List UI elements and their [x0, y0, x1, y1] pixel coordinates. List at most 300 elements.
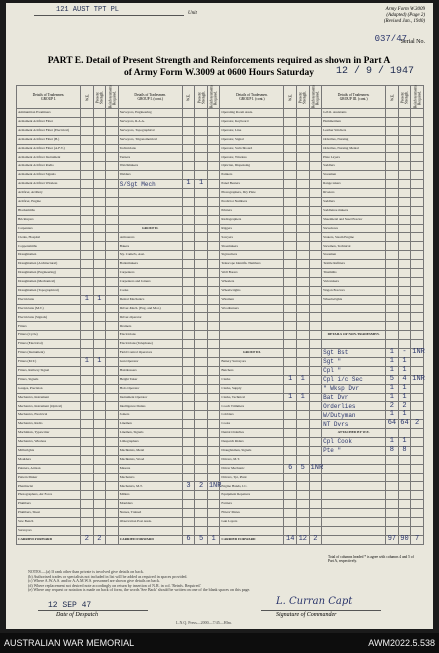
- total-c3-ps: 12: [296, 535, 309, 544]
- reinf-cell: [207, 224, 220, 233]
- reinf-cell: [309, 393, 322, 402]
- reinf-cell: [106, 429, 119, 438]
- reinf-cell: [106, 126, 119, 135]
- we-cell: [81, 277, 94, 286]
- reinf-cell: [207, 180, 220, 189]
- present-cell: [195, 393, 208, 402]
- reinf-cell: [309, 153, 322, 162]
- reinf-cell: [106, 464, 119, 473]
- we-cell: 3: [182, 482, 195, 491]
- reinf-cell: [411, 180, 424, 189]
- trade-label: Optician, Dispensing: [220, 162, 284, 171]
- we-cell: [182, 393, 195, 402]
- we-cell: [81, 517, 94, 526]
- total-c3-we: 14: [284, 535, 297, 544]
- we-cell: [386, 491, 399, 500]
- table-row: [17, 349, 424, 358]
- table-header-row: [17, 86, 424, 109]
- reinf-cell: [106, 180, 119, 189]
- trade-label: Sheetmetal and Steel Erector: [322, 215, 386, 224]
- we-cell: 8: [386, 446, 399, 455]
- trade-label: Storemen: [322, 251, 386, 260]
- total-c3-rr: 2: [309, 535, 322, 544]
- reinf-cell: [309, 420, 322, 429]
- we-cell: [386, 135, 399, 144]
- trade-label: Operator, Signal: [220, 135, 284, 144]
- present-cell: [296, 215, 309, 224]
- trade-label: Operator, Keyboard: [220, 117, 284, 126]
- trade-label: Wheelers: [220, 277, 284, 286]
- present-cell: 1: [296, 375, 309, 384]
- trade-label: Textile Refitters: [322, 260, 386, 269]
- we-cell: [284, 322, 297, 331]
- present-cell: [398, 277, 411, 286]
- reinf-cell: [207, 269, 220, 278]
- trade-label: Armament Artificer Wireless: [17, 180, 81, 189]
- trade-label: Boilermakers: [118, 260, 182, 269]
- present-cell: [296, 233, 309, 242]
- we-cell: [81, 322, 94, 331]
- we-cell: [182, 144, 195, 153]
- we-cell: [182, 242, 195, 251]
- we-cell: [386, 251, 399, 260]
- we-cell: [81, 117, 94, 126]
- trade-label: Intelligence Duties: [118, 402, 182, 411]
- we-cell: [386, 224, 399, 233]
- trade-label: Predictor Numbers: [220, 197, 284, 206]
- present-cell: [195, 491, 208, 500]
- present-cell: [93, 224, 106, 233]
- trade-label: Pharmacist: [17, 482, 81, 491]
- reinf-cell: [411, 224, 424, 233]
- table-row: [17, 144, 424, 153]
- we-cell: [81, 260, 94, 269]
- reinf-cell: [309, 349, 322, 358]
- present-cell: [398, 304, 411, 313]
- present-cell: [398, 517, 411, 526]
- header-reinf: Reinforcements Required.: [309, 86, 322, 109]
- present-cell: [195, 402, 208, 411]
- present-cell: [93, 455, 106, 464]
- we-cell: [81, 126, 94, 135]
- we-cell: [284, 135, 297, 144]
- total-c2-we: 6: [182, 535, 195, 544]
- we-cell: [182, 251, 195, 260]
- present-cell: [296, 189, 309, 198]
- trade-label: Linemen, Signals: [118, 429, 182, 438]
- present-cell: [93, 189, 106, 198]
- present-cell: [93, 500, 106, 509]
- present-cell: [195, 206, 208, 215]
- trade-label: Artificer, Engine: [17, 197, 81, 206]
- trade-label: Electricians: [118, 331, 182, 340]
- present-cell: [195, 135, 208, 144]
- trade-label: [322, 304, 386, 313]
- we-cell: [81, 375, 94, 384]
- we-cell: [386, 473, 399, 482]
- reinf-cell: [309, 455, 322, 464]
- present-cell: [296, 144, 309, 153]
- table-row: [17, 277, 424, 286]
- trade-label: Millers: [118, 491, 182, 500]
- we-cell: [284, 340, 297, 349]
- we-cell: [81, 144, 94, 153]
- present-cell: [296, 509, 309, 518]
- trade-label: Clerks, Supply: [220, 384, 284, 393]
- present-cell: [93, 482, 106, 491]
- trade-label: Bat Dvr: [322, 393, 386, 402]
- present-cell: [296, 153, 309, 162]
- trade-label: Driver-Operator: [118, 313, 182, 322]
- we-cell: [284, 455, 297, 464]
- reinf-cell: [207, 295, 220, 304]
- present-cell: [93, 313, 106, 322]
- we-cell: [81, 162, 94, 171]
- trade-label: GROUP III.: [220, 349, 284, 358]
- we-cell: [81, 269, 94, 278]
- trade-label: [118, 215, 182, 224]
- we-cell: [182, 126, 195, 135]
- reinf-cell: [207, 215, 220, 224]
- we-cell: [182, 402, 195, 411]
- we-cell: [182, 491, 195, 500]
- header-we: W.E.: [284, 86, 297, 109]
- table-row: [17, 455, 424, 464]
- trade-label: Draughtsmen (Mechanical): [17, 277, 81, 286]
- reinf-cell: [411, 189, 424, 198]
- table-row: [17, 384, 424, 393]
- trade-label: Wheelwrights: [322, 295, 386, 304]
- present-cell: [93, 206, 106, 215]
- we-cell: [182, 349, 195, 358]
- reinf-cell: [106, 455, 119, 464]
- table-row: [17, 180, 424, 189]
- present-cell: [195, 242, 208, 251]
- trade-label: Mechanics, Radio: [17, 420, 81, 429]
- present-cell: [195, 197, 208, 206]
- we-cell: [284, 171, 297, 180]
- we-cell: [284, 162, 297, 171]
- present-cell: [398, 233, 411, 242]
- we-cell: [284, 117, 297, 126]
- trade-label: Surveyors, R.A.A.: [118, 117, 182, 126]
- present-cell: [93, 340, 106, 349]
- we-cell: [284, 251, 297, 260]
- trade-label: Orderlies, Nursing: [322, 135, 386, 144]
- trade-label: [322, 340, 386, 349]
- reinf-cell: [106, 384, 119, 393]
- table-row: [17, 135, 424, 144]
- we-cell: [81, 153, 94, 162]
- reinf-cell: [207, 313, 220, 322]
- trade-label: Driver-Mech. (Eng. and Mot.): [118, 304, 182, 313]
- we-cell: [81, 251, 94, 260]
- we-cell: [81, 197, 94, 206]
- we-cell: [182, 269, 195, 278]
- archive-id: AWM2022.5.538: [368, 638, 435, 648]
- present-cell: [296, 260, 309, 269]
- reinf-cell: [411, 393, 424, 402]
- reinf-cell: [411, 242, 424, 251]
- reinf-cell: [207, 242, 220, 251]
- trade-label: Saddletree makers: [322, 206, 386, 215]
- present-cell: [296, 420, 309, 429]
- we-cell: [386, 455, 399, 464]
- present-cell: [398, 260, 411, 269]
- we-cell: [182, 233, 195, 242]
- present-cell: [195, 420, 208, 429]
- reinf-cell: [207, 500, 220, 509]
- reinf-cell: [309, 384, 322, 393]
- we-cell: [284, 509, 297, 518]
- present-cell: [93, 109, 106, 118]
- present-cell: [398, 473, 411, 482]
- we-cell: [182, 331, 195, 340]
- trade-label: Lithographers: [118, 437, 182, 446]
- trade-label: Driver Mechanic: [220, 464, 284, 473]
- reinf-cell: [411, 509, 424, 518]
- reinf-cell: [309, 482, 322, 491]
- we-cell: [182, 420, 195, 429]
- trade-label: Riggers: [220, 224, 284, 233]
- trade-label: Masons: [118, 464, 182, 473]
- carried-forward-label: CARRIED FORWARD: [220, 535, 284, 544]
- we-cell: [182, 473, 195, 482]
- we-cell: [284, 402, 297, 411]
- we-cell: [284, 224, 297, 233]
- present-cell: 1: [398, 357, 411, 366]
- trade-label: Operator, Wireless: [220, 153, 284, 162]
- trade-label: [322, 322, 386, 331]
- reinf-cell: [207, 526, 220, 535]
- reinf-cell: [309, 189, 322, 198]
- table-row: [17, 473, 424, 482]
- trade-label: Tinsmiths: [322, 269, 386, 278]
- present-cell: [296, 366, 309, 375]
- reinf-cell: [106, 393, 119, 402]
- strength-table: [16, 85, 424, 545]
- present-cell: [398, 526, 411, 535]
- trade-label: Despatch Riders: [220, 437, 284, 446]
- trade-label: G.P.O. Assistants: [322, 109, 386, 118]
- header-details-4: Details of Tradesmen. GROUP III. (cont.): [322, 86, 386, 109]
- present-cell: [398, 464, 411, 473]
- we-cell: [81, 384, 94, 393]
- trade-label: Plumbers, Sheet: [17, 509, 81, 518]
- reinf-cell: [106, 349, 119, 358]
- trade-label: Armament Artificer Signals: [17, 171, 81, 180]
- reinf-cell: [207, 197, 220, 206]
- reinf-cell: [207, 162, 220, 171]
- carried-forward-row: [17, 535, 424, 544]
- present-cell: 8: [398, 446, 411, 455]
- trade-label: [322, 313, 386, 322]
- reinf-cell: [106, 375, 119, 384]
- total-c4-ps: 90: [398, 535, 411, 544]
- present-cell: [296, 402, 309, 411]
- present-cell: [296, 135, 309, 144]
- trade-label: Welders: [118, 171, 182, 180]
- trade-label: Electricians (M.T.): [17, 304, 81, 313]
- despatch-line: [38, 610, 148, 611]
- we-cell: [386, 277, 399, 286]
- reinf-cell: [207, 366, 220, 375]
- trade-label: Coppersmiths: [17, 242, 81, 251]
- present-cell: [398, 180, 411, 189]
- we-cell: [81, 304, 94, 313]
- reinf-cell: [207, 206, 220, 215]
- we-cell: [81, 233, 94, 242]
- reinf-cell: [309, 144, 322, 153]
- reinf-cell: [106, 366, 119, 375]
- present-cell: [296, 473, 309, 482]
- trade-label: [220, 340, 284, 349]
- reinf-cell: [207, 384, 220, 393]
- present-cell: [398, 117, 411, 126]
- printer-line: L.N.Q. Press—2000—7/45—Hlm.: [176, 620, 232, 625]
- reinf-cell: [411, 322, 424, 331]
- table-row: [17, 500, 424, 509]
- we-cell: [284, 206, 297, 215]
- table-row: [17, 304, 424, 313]
- we-cell: [284, 313, 297, 322]
- present-cell: [398, 197, 411, 206]
- trade-label: Artificer, Artillery: [17, 189, 81, 198]
- reinf-cell: 1NR: [208, 481, 222, 490]
- present-cell: [296, 162, 309, 171]
- present-cell: [296, 180, 309, 189]
- reinf-cell: [309, 233, 322, 242]
- table-row: [17, 420, 424, 429]
- reinf-cell: [106, 304, 119, 313]
- reinf-cell: [106, 500, 119, 509]
- present-cell: [93, 366, 106, 375]
- we-cell: [386, 464, 399, 473]
- trade-label: Mechanics, Instrument (Optical): [17, 402, 81, 411]
- trade-label: Draughtsmen (Topographical): [17, 286, 81, 295]
- we-cell: [386, 117, 399, 126]
- table-row: [17, 215, 424, 224]
- we-cell: [81, 171, 94, 180]
- present-cell: [296, 340, 309, 349]
- we-cell: [284, 349, 297, 358]
- trade-label: Equipment Repairers: [220, 491, 284, 500]
- present-cell: [93, 446, 106, 455]
- reinf-cell: [411, 295, 424, 304]
- reinf-cell: [411, 153, 424, 162]
- we-cell: [182, 206, 195, 215]
- reinf-cell: [106, 197, 119, 206]
- reinf-cell: [411, 162, 424, 171]
- reinf-cell: 1NR: [412, 348, 425, 357]
- trade-label: Signwriters: [220, 251, 284, 260]
- trade-label: Range takers: [322, 180, 386, 189]
- table-row: [17, 269, 424, 278]
- trade-label: Wagon Erectors: [322, 286, 386, 295]
- reinf-cell: [106, 491, 119, 500]
- present-cell: [195, 153, 208, 162]
- trade-label: Plate Layers: [322, 153, 386, 162]
- present-cell: [93, 331, 106, 340]
- present-cell: [296, 206, 309, 215]
- trade-label: DETAILS OF NON-TRADESMEN.: [322, 331, 386, 340]
- trade-label: Orderlies: [322, 402, 386, 411]
- table-row: [17, 233, 424, 242]
- reinf-cell: [106, 242, 119, 251]
- present-cell: [296, 171, 309, 180]
- present-cell: [398, 295, 411, 304]
- header-details-2: Details of Tradesmen. GROUP I. (cont.): [118, 86, 182, 109]
- reinf-cell: [411, 277, 424, 286]
- we-cell: [284, 429, 297, 438]
- trade-label: Mechanics, Instrument: [17, 393, 81, 402]
- trade-label: Joiners: [118, 411, 182, 420]
- header-we: W.E.: [81, 86, 94, 109]
- reinf-cell: [411, 206, 424, 215]
- serial-value: 037/47: [374, 34, 407, 44]
- table-row: [17, 117, 424, 126]
- we-cell: [284, 473, 297, 482]
- we-cell: [182, 509, 195, 518]
- present-cell: [93, 526, 106, 535]
- present-cell: [93, 269, 106, 278]
- table-row: [17, 251, 424, 260]
- reinf-cell: 1NR: [412, 374, 425, 383]
- present-cell: [296, 322, 309, 331]
- present-cell: [296, 117, 309, 126]
- table-row: [17, 126, 424, 135]
- trade-label: Saw Bench: [17, 517, 81, 526]
- carried-forward-label-4: [322, 535, 386, 544]
- trade-label: Wiremen: [220, 295, 284, 304]
- present-cell: [398, 331, 411, 340]
- carried-forward-label: CARRIED FORWARD: [118, 535, 182, 544]
- header-we: W.E.: [386, 86, 399, 109]
- reinf-cell: [106, 269, 119, 278]
- we-cell: [386, 242, 399, 251]
- we-cell: [182, 215, 195, 224]
- trade-label: Sawyers: [220, 233, 284, 242]
- table-row: [17, 509, 424, 518]
- trade-label: [322, 500, 386, 509]
- reinf-cell: [411, 304, 424, 313]
- reinf-cell: [309, 526, 322, 535]
- trade-label: Height Taker: [118, 375, 182, 384]
- trade-label: Printers: [220, 206, 284, 215]
- we-cell: [81, 340, 94, 349]
- reinf-cell: [309, 340, 322, 349]
- present-cell: [296, 482, 309, 491]
- form-number: [384, 7, 425, 25]
- page-title: PART E. Detail of Present Strength and Reinforcements required as shown in Part A of Army Form W.3009 at 0600 Hours Saturday: [47, 56, 391, 78]
- reinf-cell: [207, 126, 220, 135]
- trade-label: Draughtsman, Signals: [220, 446, 284, 455]
- we-cell: [284, 437, 297, 446]
- reinf-cell: [106, 117, 119, 126]
- present-cell: [296, 429, 309, 438]
- table-row: [17, 437, 424, 446]
- trade-label: Fitters (Cycle): [17, 331, 81, 340]
- reinf-cell: [207, 375, 220, 384]
- present-cell: [93, 144, 106, 153]
- trade-label: Orderlies, Nursing Mental: [322, 144, 386, 153]
- we-cell: 1: [386, 384, 399, 393]
- we-cell: 6: [284, 464, 297, 473]
- trade-label: Mechanics: [118, 473, 182, 482]
- trade-label: Armament Artificer Radio: [17, 162, 81, 171]
- reinf-cell: [207, 233, 220, 242]
- present-cell: [195, 224, 208, 233]
